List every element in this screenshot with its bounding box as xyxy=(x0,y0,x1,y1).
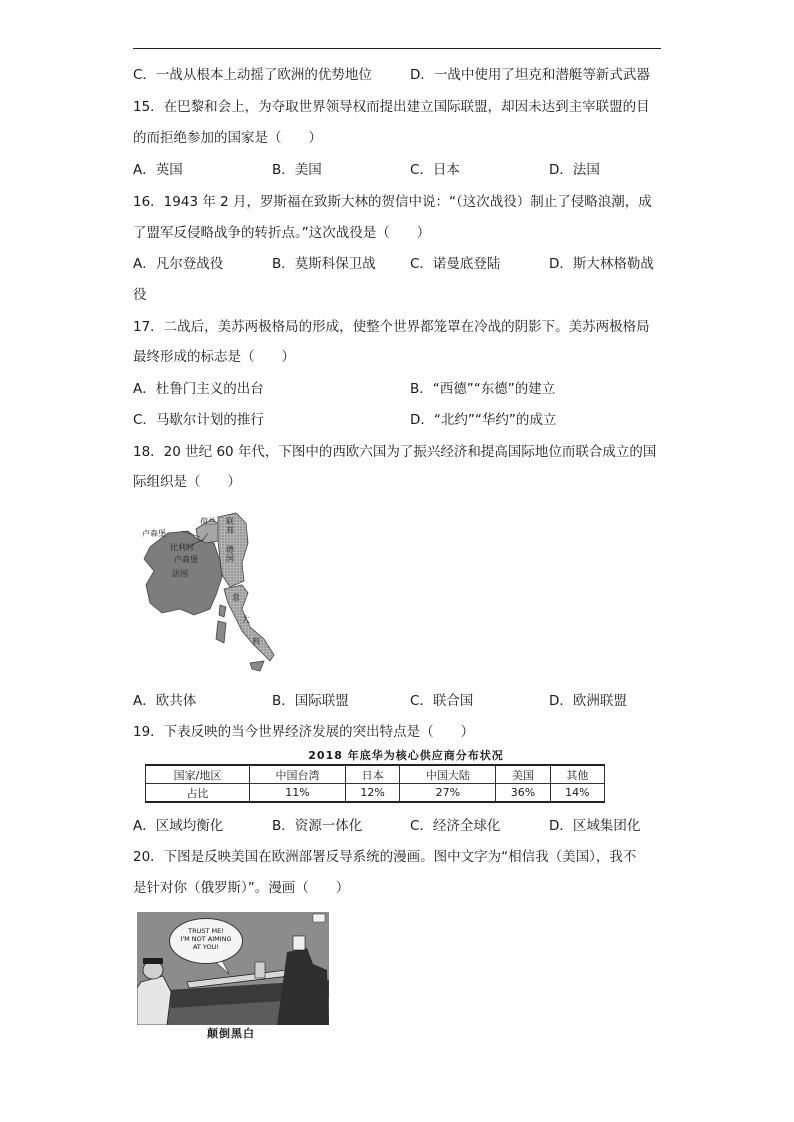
table-cell: 27% xyxy=(400,784,496,803)
cartoon-caption: 颠倒黑白 xyxy=(207,1027,255,1040)
q17-option-a[interactable]: A．杜鲁门主义的出台 xyxy=(133,381,264,397)
q16-stem-line2: 了盟军反侵略战争的转折点。”这次战役是（ ） xyxy=(133,225,431,241)
missile-defense-cartoon xyxy=(137,912,329,1025)
table-header-cell: 日本 xyxy=(346,765,400,784)
table-header-cell: 中国台湾 xyxy=(249,765,345,784)
speech-bubble-text: TRUST ME! I'M NOT AIMING AT YOU! xyxy=(180,927,232,951)
supplier-table xyxy=(145,764,605,803)
map-label-federal: 联邦 xyxy=(226,517,234,535)
q18-option-a[interactable]: A．欧共体 xyxy=(133,693,197,709)
table-cell: 14% xyxy=(550,784,604,803)
q18-option-b[interactable]: B．国际联盟 xyxy=(272,693,349,709)
table-cell: 36% xyxy=(496,784,550,803)
q18-stem-line1: 18．20 世纪 60 年代，下图中的西欧六国为了振兴经济和提高国际地位而联合成立的国 xyxy=(133,444,657,460)
q17-stem-line1: 17．二战后，美苏两极格局的形成，使整个世界都笼罩在冷战的阴影下。美苏两极格局 xyxy=(133,319,650,335)
map-label-italy-2: 大 xyxy=(242,615,250,624)
map-sicily xyxy=(250,661,264,671)
q14-option-c[interactable]: C．一战从根本上动摇了欧洲的优势地位 xyxy=(133,67,372,83)
q19-option-d[interactable]: D．区域集团化 xyxy=(549,818,641,834)
q20-stem-line1: 20．下图是反映美国在欧洲部署反导系统的漫画。图中文字为“相信我（美国），我不 xyxy=(133,849,637,865)
table-cell: 占比 xyxy=(146,784,250,803)
map-label-italy-1: 意 xyxy=(232,593,240,602)
table-header-cell: 美国 xyxy=(496,765,550,784)
map-label-luxembourg: 卢森堡 xyxy=(142,529,166,538)
map-label-belgium: 比利时 xyxy=(170,543,194,552)
q15-option-d[interactable]: D．法国 xyxy=(549,162,600,178)
table-header-cell: 中国大陆 xyxy=(400,765,496,784)
q19-option-b[interactable]: B．资源一体化 xyxy=(272,818,363,834)
q18-stem-line2: 际组织是（ ） xyxy=(133,474,241,490)
western-europe-six-map xyxy=(138,511,280,681)
q16-option-c[interactable]: C．诺曼底登陆 xyxy=(410,256,501,272)
q17-option-d[interactable]: D．“北约”“华约”的成立 xyxy=(410,412,557,428)
q16-option-d-wrap: 役 xyxy=(133,287,147,303)
table-row xyxy=(146,784,605,803)
table-header-cell: 国家/地区 xyxy=(146,765,250,784)
q19-stem-line1: 19．下表反映的当今世界经济发展的突出特点是（ ） xyxy=(133,724,475,740)
q16-option-d[interactable]: D．斯大林格勒战 xyxy=(549,256,654,272)
q15-stem-line1: 15．在巴黎和会上，为夺取世界领导权而提出建立国际联盟，却因未达到主宰联盟的目 xyxy=(133,99,650,115)
map-label-france: 法国 xyxy=(172,569,188,578)
q16-stem-line1: 16．1943 年 2 月，罗斯福在致斯大林的贺信中说：“（这次战役）制止了侵略浪潮，成 xyxy=(133,194,652,210)
q15-option-b[interactable]: B．美国 xyxy=(272,162,322,178)
table-cell: 11% xyxy=(249,784,345,803)
map-label-germany: 德国 xyxy=(226,545,234,563)
q16-option-b[interactable]: B．莫斯科保卫战 xyxy=(272,256,376,272)
q15-stem-line2: 的而拒绝参加的国家是（ ） xyxy=(133,130,322,146)
q19-option-c[interactable]: C．经济全球化 xyxy=(410,818,501,834)
q20-stem-line2: 是针对你（俄罗斯）”。漫画（ ） xyxy=(133,880,350,896)
q14-option-d[interactable]: D．一战中使用了坦克和潜艇等新式武器 xyxy=(410,67,650,83)
map-corsica xyxy=(219,605,226,617)
q18-option-c[interactable]: C．联合国 xyxy=(410,693,474,709)
map-label-luxembourg-2: 卢森堡 xyxy=(174,555,198,564)
table-header-cell: 其他 xyxy=(550,765,604,784)
table-header-row xyxy=(146,765,605,784)
q16-option-a[interactable]: A．凡尔登战役 xyxy=(133,256,224,272)
q15-option-a[interactable]: A．英国 xyxy=(133,162,183,178)
map-label-italy-3: 利 xyxy=(252,637,260,646)
q18-option-d[interactable]: D．欧洲联盟 xyxy=(549,693,627,709)
q17-option-b[interactable]: B．“西德”“东德”的建立 xyxy=(410,381,556,397)
q17-option-c[interactable]: C．马歇尔计划的推行 xyxy=(133,412,264,428)
q17-stem-line2: 最终形成的标志是（ ） xyxy=(133,349,295,365)
table-cell: 12% xyxy=(346,784,400,803)
map-sardinia xyxy=(216,621,226,643)
speech-bubble xyxy=(169,918,243,964)
q15-option-c[interactable]: C．日本 xyxy=(410,162,460,178)
russian-figure xyxy=(137,976,171,1025)
map-label-netherlands: 荷兰 xyxy=(200,517,216,526)
q19-option-a[interactable]: A．区域均衡化 xyxy=(133,818,224,834)
supplier-table-title: 2018 年底华为核心供应商分布状况 xyxy=(308,749,504,762)
header-rule xyxy=(133,48,661,49)
